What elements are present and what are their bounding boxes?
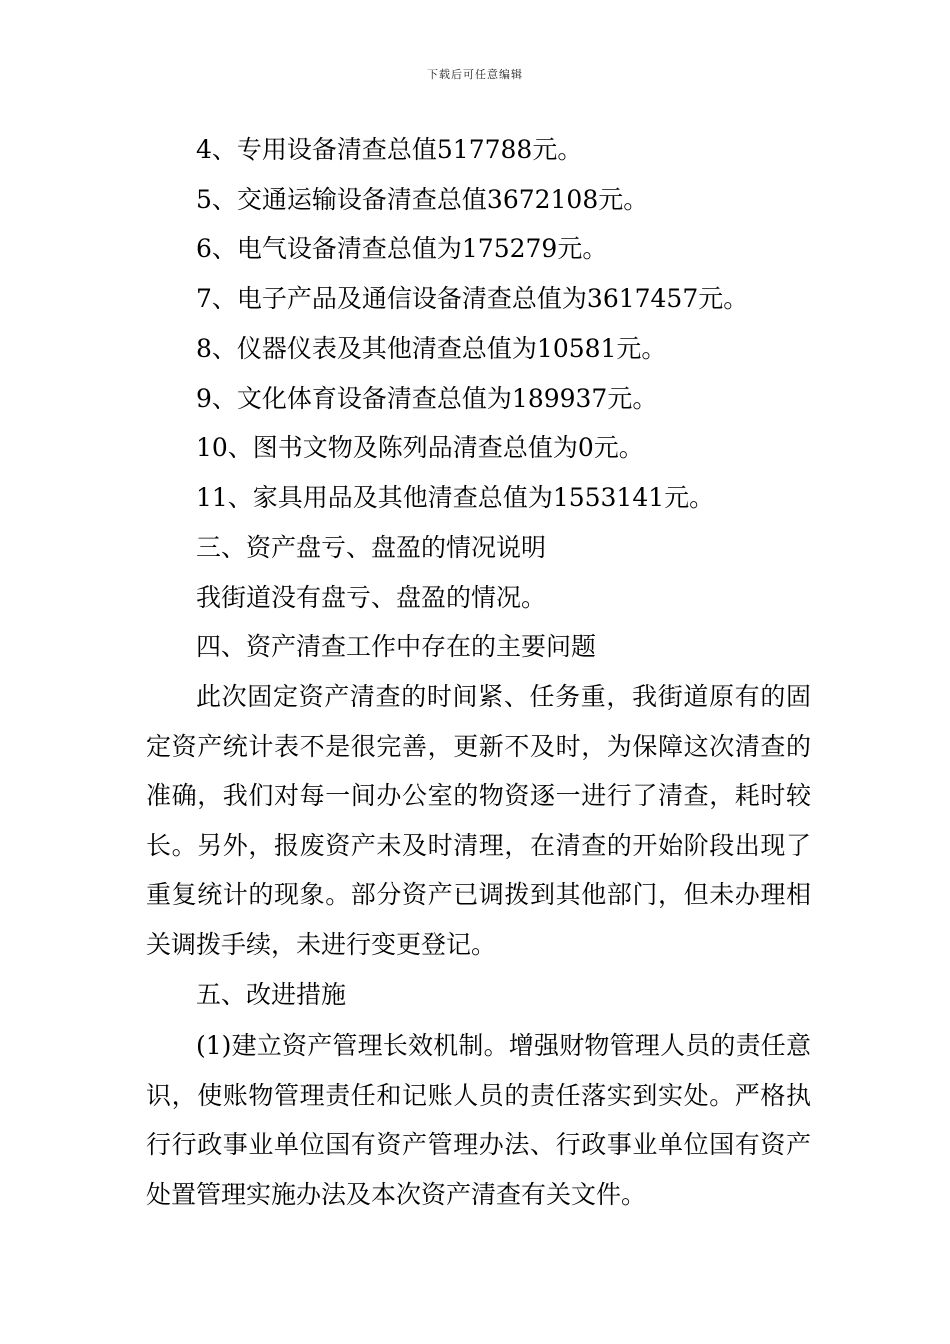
section-text: 我街道没有盘亏、盘盈的情况。	[196, 583, 547, 612]
section-heading: 四、资产清查工作中存在的主要问题	[196, 632, 597, 661]
list-item: 5、交通运输设备清查总值3672108元。	[196, 185, 649, 214]
list-item: 8、仪器仪表及其他清查总值为10581元。	[196, 334, 667, 363]
section-heading: 五、改进措施	[196, 980, 347, 1009]
list-item: 6、电气设备清查总值为175279元。	[196, 234, 608, 263]
section-heading: 三、资产盘亏、盘盈的情况说明	[196, 533, 547, 562]
list-item: 4、专用设备清查总值517788元。	[196, 135, 583, 164]
list-item: 7、电子产品及通信设备清查总值为3617457元。	[196, 284, 749, 313]
header-note: 下载后可任意编辑	[427, 68, 523, 81]
list-item: 11、家具用品及其他清查总值为1553141元。	[196, 483, 715, 512]
body-paragraph: 此次固定资产清查的时间紧、任务重，我街道原有的固定资产统计表不是很完善，更新不及时，为保障这次清查的准确，我们对每一间办公室的物资逐一进行了清查，耗时较长。另外，报废资产未及时清理，在清查的开始阶段出现了重复统计的现象。部分资产已调拨到其他部门，但未办理相关调拨手续，未进行变更登记。	[146, 682, 811, 959]
body-paragraph: (1)建立资产管理长效机制。增强财物管理人员的责任意识，使账物管理责任和记账人员的责任落实到实处。严格执行行政事业单位国有资产管理办法、行政事业单位国有资产处置管理实施办法及本次资产清查有关文件。	[146, 1031, 811, 1209]
list-item: 10、图书文物及陈列品清查总值为0元。	[196, 433, 644, 462]
list-item: 9、文化体育设备清查总值为189937元。	[196, 384, 658, 413]
